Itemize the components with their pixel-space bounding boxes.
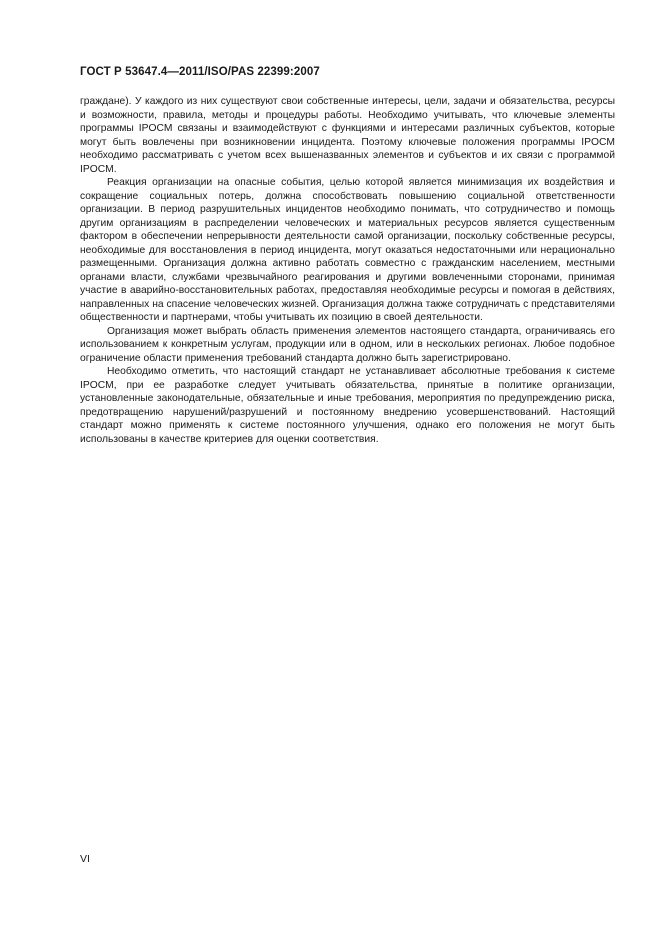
document-code-header: ГОСТ Р 53647.4—2011/ISO/PAS 22399:2007 xyxy=(80,66,320,78)
paragraph-requirements-note: Необходимо отметить, что настоящий стандарт не устанавливает абсолютные требования к системе IPOCM, при ее разработке следует учитывать обязательства, принятые в политике организации, установленные законодательные, обязательные и иные требования, мероприятия по предупреждению риска, предотвращению нарушений/разрушений и постоянному внедрению усовершенствований. Настоящий стандарт можно применять к системе постоянного улучшения, однако его положения не могут быть использованы в качестве критериев для оценки соответствия. xyxy=(80,366,615,445)
paragraph-continuation: граждане). У каждого из них существуют свои собственные интересы, цели, задачи и обязательства, ресурсы и возможности, правила, методы и процедуры работы. Необходимо учитывать, что ключевые элементы программы IPOCM связаны и взаимодействуют с функциями и интересами различных субъектов, которые могут быть вовлечены при возникновении инцидента. Поэтому ключевые положения программы IPOCM необходимо рассматривать с учетом всех вышеназванных элементов и субъектов и их связи с программой IPOCM. xyxy=(80,96,615,175)
paragraph-scope-limitation: Организация может выбрать область применения элементов настоящего стандарта, ограничиваясь его использованием к конкретным услугам, продукции или в одном, или в нескольких регионах. Любое подобное ограничение области применения требований стандарта должно быть зарегистрировано. xyxy=(80,325,615,364)
paragraph-social-responsibility: Реакция организации на опасные события, целью которой является минимизация их воздействия и сокращение социальных потерь, должна способствовать повышению социальной ответственности организации. В период разрушительных инцидентов необходимо понимать, что сотрудничество и помощь другим организациям в распределении человеческих и материальных ресурсов является существенным фактором в обеспечении непрерывности деятельности самой организации, поскольку собственные ресурсы, необходимые для восстановления в период инцидента, могут оказаться недостаточными или нерационально размещенными. Организация должна активно работать совместно с гражданским населением, местными органами власти, службами чрезвычайного реагирования и другими вовлеченными сторонами, принимая участие в аварийно-восстановительных работах, предоставляя необходимые ресурсы и помогая в действиях, направленных на спасение человеческих жизней. Организация должна также сотрудничать с представителями общественности и партнерами, чтобы учитывать их позицию в своей деятельности. xyxy=(80,177,615,323)
page-number: VI xyxy=(80,853,90,865)
body-text xyxy=(80,95,615,446)
